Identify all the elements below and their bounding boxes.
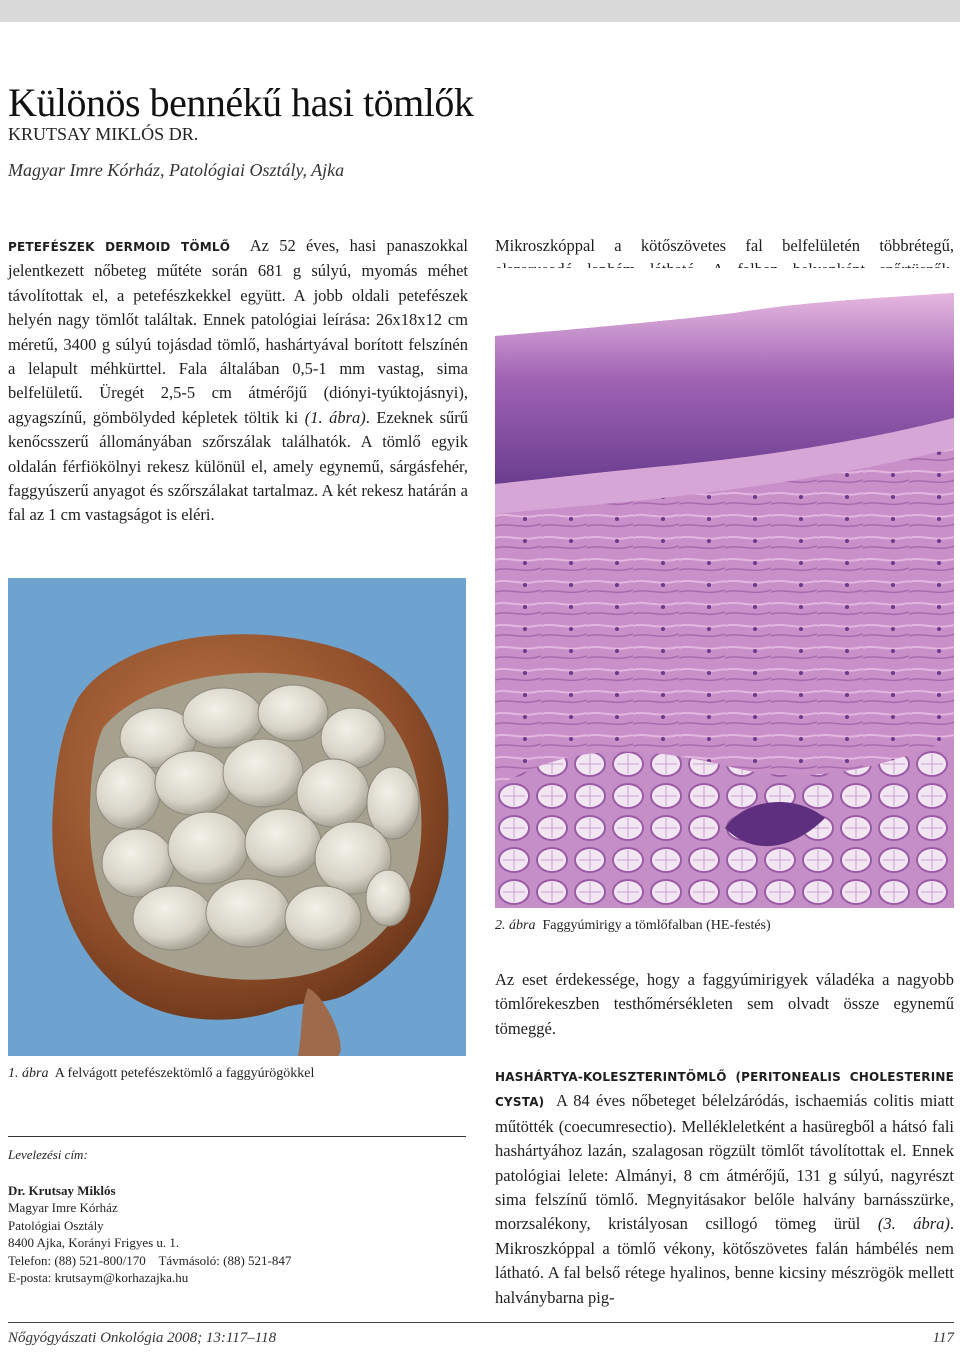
- correspondence-phone: Telefon: (88) 521-800/170 Távmásoló: (88) 521-847: [8, 1252, 292, 1268]
- correspondence-hospital: Magyar Imre Kórház: [8, 1200, 118, 1215]
- section1-figure-ref: (1. ábra): [304, 407, 366, 427]
- section2-text2: . Mikroszkóppal a tömlő vékony, kötőszövetes falán hámbélés nem látható. A fal belső rétege hyalinos, benne kicsiny mészrögök mellett halványbarna pig-: [495, 1214, 954, 1307]
- section1-heading: PETEFÉSZEK DERMOID TÖMLŐ: [8, 240, 231, 254]
- figure1-label: 1. ábra: [8, 1066, 49, 1081]
- microscopy-text: Mikroszkóppal a kötőszövetes fal belfelületén többrétegű,: [495, 236, 954, 255]
- section1-text: Az 52 éves, hasi panaszokkal jelentkezett nőbeteg műtéte során 681 g súlyú, myomás méhet távolítottak el, a petefészkekkel együtt. A jobb oldali petefészek helyén nagy tömlőt találtak. Ennek patológiai leírása: 26x18x12 cm méretű, 3400 g súlyú tojásdad tömlő, hashártyával borított felszínén a lelapult méhkürttel. Fala általában 0,5-1 mm vastag, sima belfelületű. Üregét 2,5-5 cm átmérőjű (diónyi-tyúktojásnyi), agyagszínű, gömbölyded képletek töltik ki: [8, 236, 468, 427]
- section2-body: [495, 1064, 954, 1310]
- figure2-caption-text: Faggyúmirigy a tömlőfalban (HE-festés): [542, 918, 771, 933]
- section1-text2: . Ezeknek sűrű kenőcsszerű állományában szőrszálak találhatók. A tömlő egyik oldalán férfiökölnyi rekesz különül el, amely egynemű, sárgásfehér, faggyúszerű anyagot és szőrszálakat tartalmaz. A két rekesz határán a fal az 1 cm vastagságot is eléri.: [8, 407, 469, 525]
- section2-heading: HASHÁRTYA-KOLESZTERINTÖMLŐ (PERITONEALIS CHOLESTERINE CYSTA): [495, 1070, 954, 1110]
- interest-paragraph: [495, 968, 954, 1041]
- figure3-ref: (3. ábra): [877, 1214, 950, 1234]
- top-bar: [0, 0, 960, 22]
- correspondence-name: Dr. Krutsay Miklós: [8, 1182, 116, 1198]
- correspondence-label: Levelezési cím:: [8, 1147, 88, 1162]
- article-title: Különös bennékű hasi tömlők: [8, 79, 474, 125]
- cyst-photo: [8, 578, 466, 1056]
- figure1-caption-text: A felvágott petefészektömlő a faggyúrögökkel: [54, 1066, 315, 1081]
- figure1-image: [8, 578, 466, 1056]
- figure1-caption: [8, 1066, 314, 1082]
- interest-text: Az eset érdekessége, hogy a faggyúmirigyek váladéka a nagyobb tömlőrekeszben testhőmérsékleten sem olvadt össze egynemű tömeggé.: [495, 970, 954, 1038]
- correspondence-divider: [8, 1136, 466, 1137]
- footer-divider: [8, 1322, 954, 1323]
- correspondence-block: [8, 1146, 291, 1287]
- affiliation: Magyar Imre Kórház, Patológiai Osztály, Ajka: [8, 160, 345, 180]
- correspondence-department: Patológiai Osztály: [8, 1217, 104, 1233]
- histology-photo: [495, 268, 954, 908]
- journal-citation: Nőgyógyászati Onkológia 2008; 13:117–118: [8, 1330, 277, 1346]
- correspondence-address: 8400 Ajka, Korányi Frigyes u. 1.: [8, 1235, 180, 1250]
- figure2-label: 2. ábra: [495, 918, 536, 933]
- correspondence-email[interactable]: E-posta: krutsaym@korhazajka.hu: [8, 1270, 189, 1285]
- figure2-caption: [495, 918, 771, 934]
- figure2-image: [495, 268, 954, 908]
- page-number: 117: [932, 1330, 954, 1346]
- author: KRUTSAY MIKLÓS DR.: [8, 124, 199, 144]
- section2-text: A 84 éves nőbeteget bélelzáródás, ischaemiás colitis miatt műtötték (coecumresectio). Mellékleletként a hasüregből a hátsó fali hashártyához lazán, szalagosan rögzült tömlőt távolítottak el. Ennek patológiai lelete: Almányi, 8 cm átmérőjű, 131 g súlyú, nagyrészt sima felszínű tömlő. Megnyitásakor belőle halvány barnásszürke, morzsalékony, kristályosan csillogó tömeg ürül: [495, 1091, 955, 1234]
- section1-body: [8, 234, 468, 528]
